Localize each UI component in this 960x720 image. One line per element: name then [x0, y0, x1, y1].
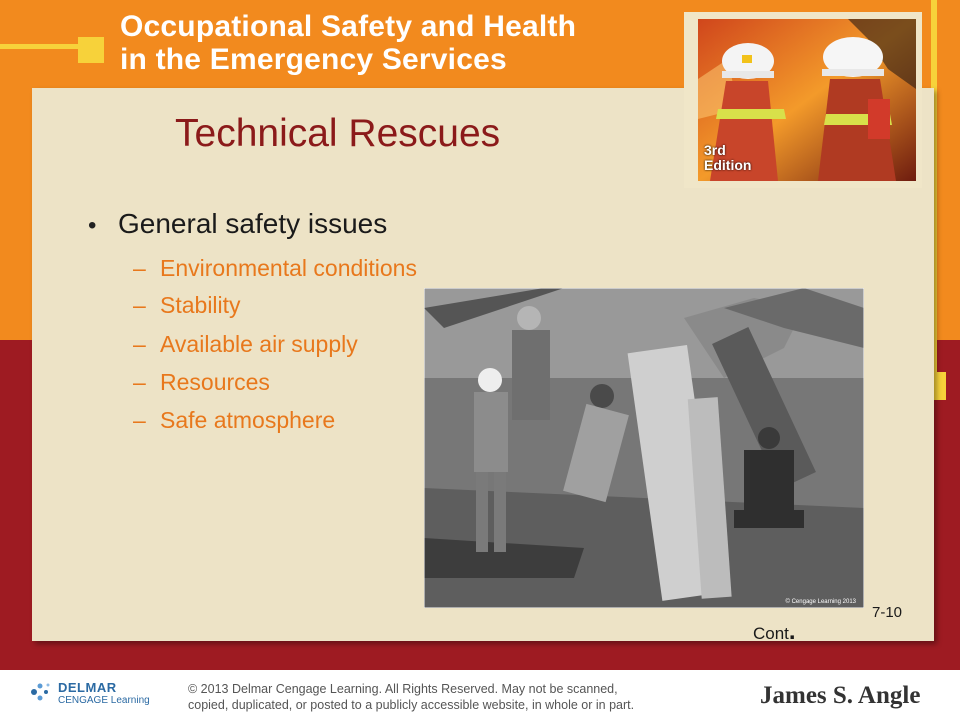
slide-title: Technical Rescues [175, 112, 501, 155]
book-title [120, 10, 576, 76]
book-title-line1: Occupational Safety and Health [120, 10, 577, 43]
copyright-notice: © 2013 Delmar Cengage Learning. All Rights Reserved. May not be scanned, copied, duplicated, or posted to a publicly accessible website, in whole or in part. [188, 682, 635, 712]
author-name: James S. Angle [760, 682, 921, 709]
book-cover [684, 12, 922, 188]
delmar-logo-icon [28, 680, 52, 704]
sub-item: – Stability [133, 292, 241, 318]
bullet-symbol: • [88, 212, 97, 239]
page-number: 7-10 [872, 604, 903, 621]
book-title-line2: in the Emergency Services [120, 43, 507, 76]
header-accent-square [78, 37, 104, 63]
sub-item: – Available air supply [133, 331, 358, 357]
continued-label: Cont. [753, 618, 796, 645]
sub-item: – Safe atmosphere [133, 407, 336, 433]
cover-photo [698, 19, 916, 181]
edition-label: 3rd Edition [704, 142, 752, 173]
bullet-main: General safety issues [118, 208, 388, 239]
header-accent-line [0, 44, 80, 49]
photo-credit: © Cengage Learning 2013 [785, 599, 856, 605]
sub-item: – Environmental conditions [133, 255, 417, 281]
sub-item: – Resources [133, 369, 270, 395]
publisher-subname: CENGAGE Learning [58, 695, 150, 706]
rescue-photo [424, 288, 864, 608]
publisher-name: DELMAR [58, 680, 117, 695]
